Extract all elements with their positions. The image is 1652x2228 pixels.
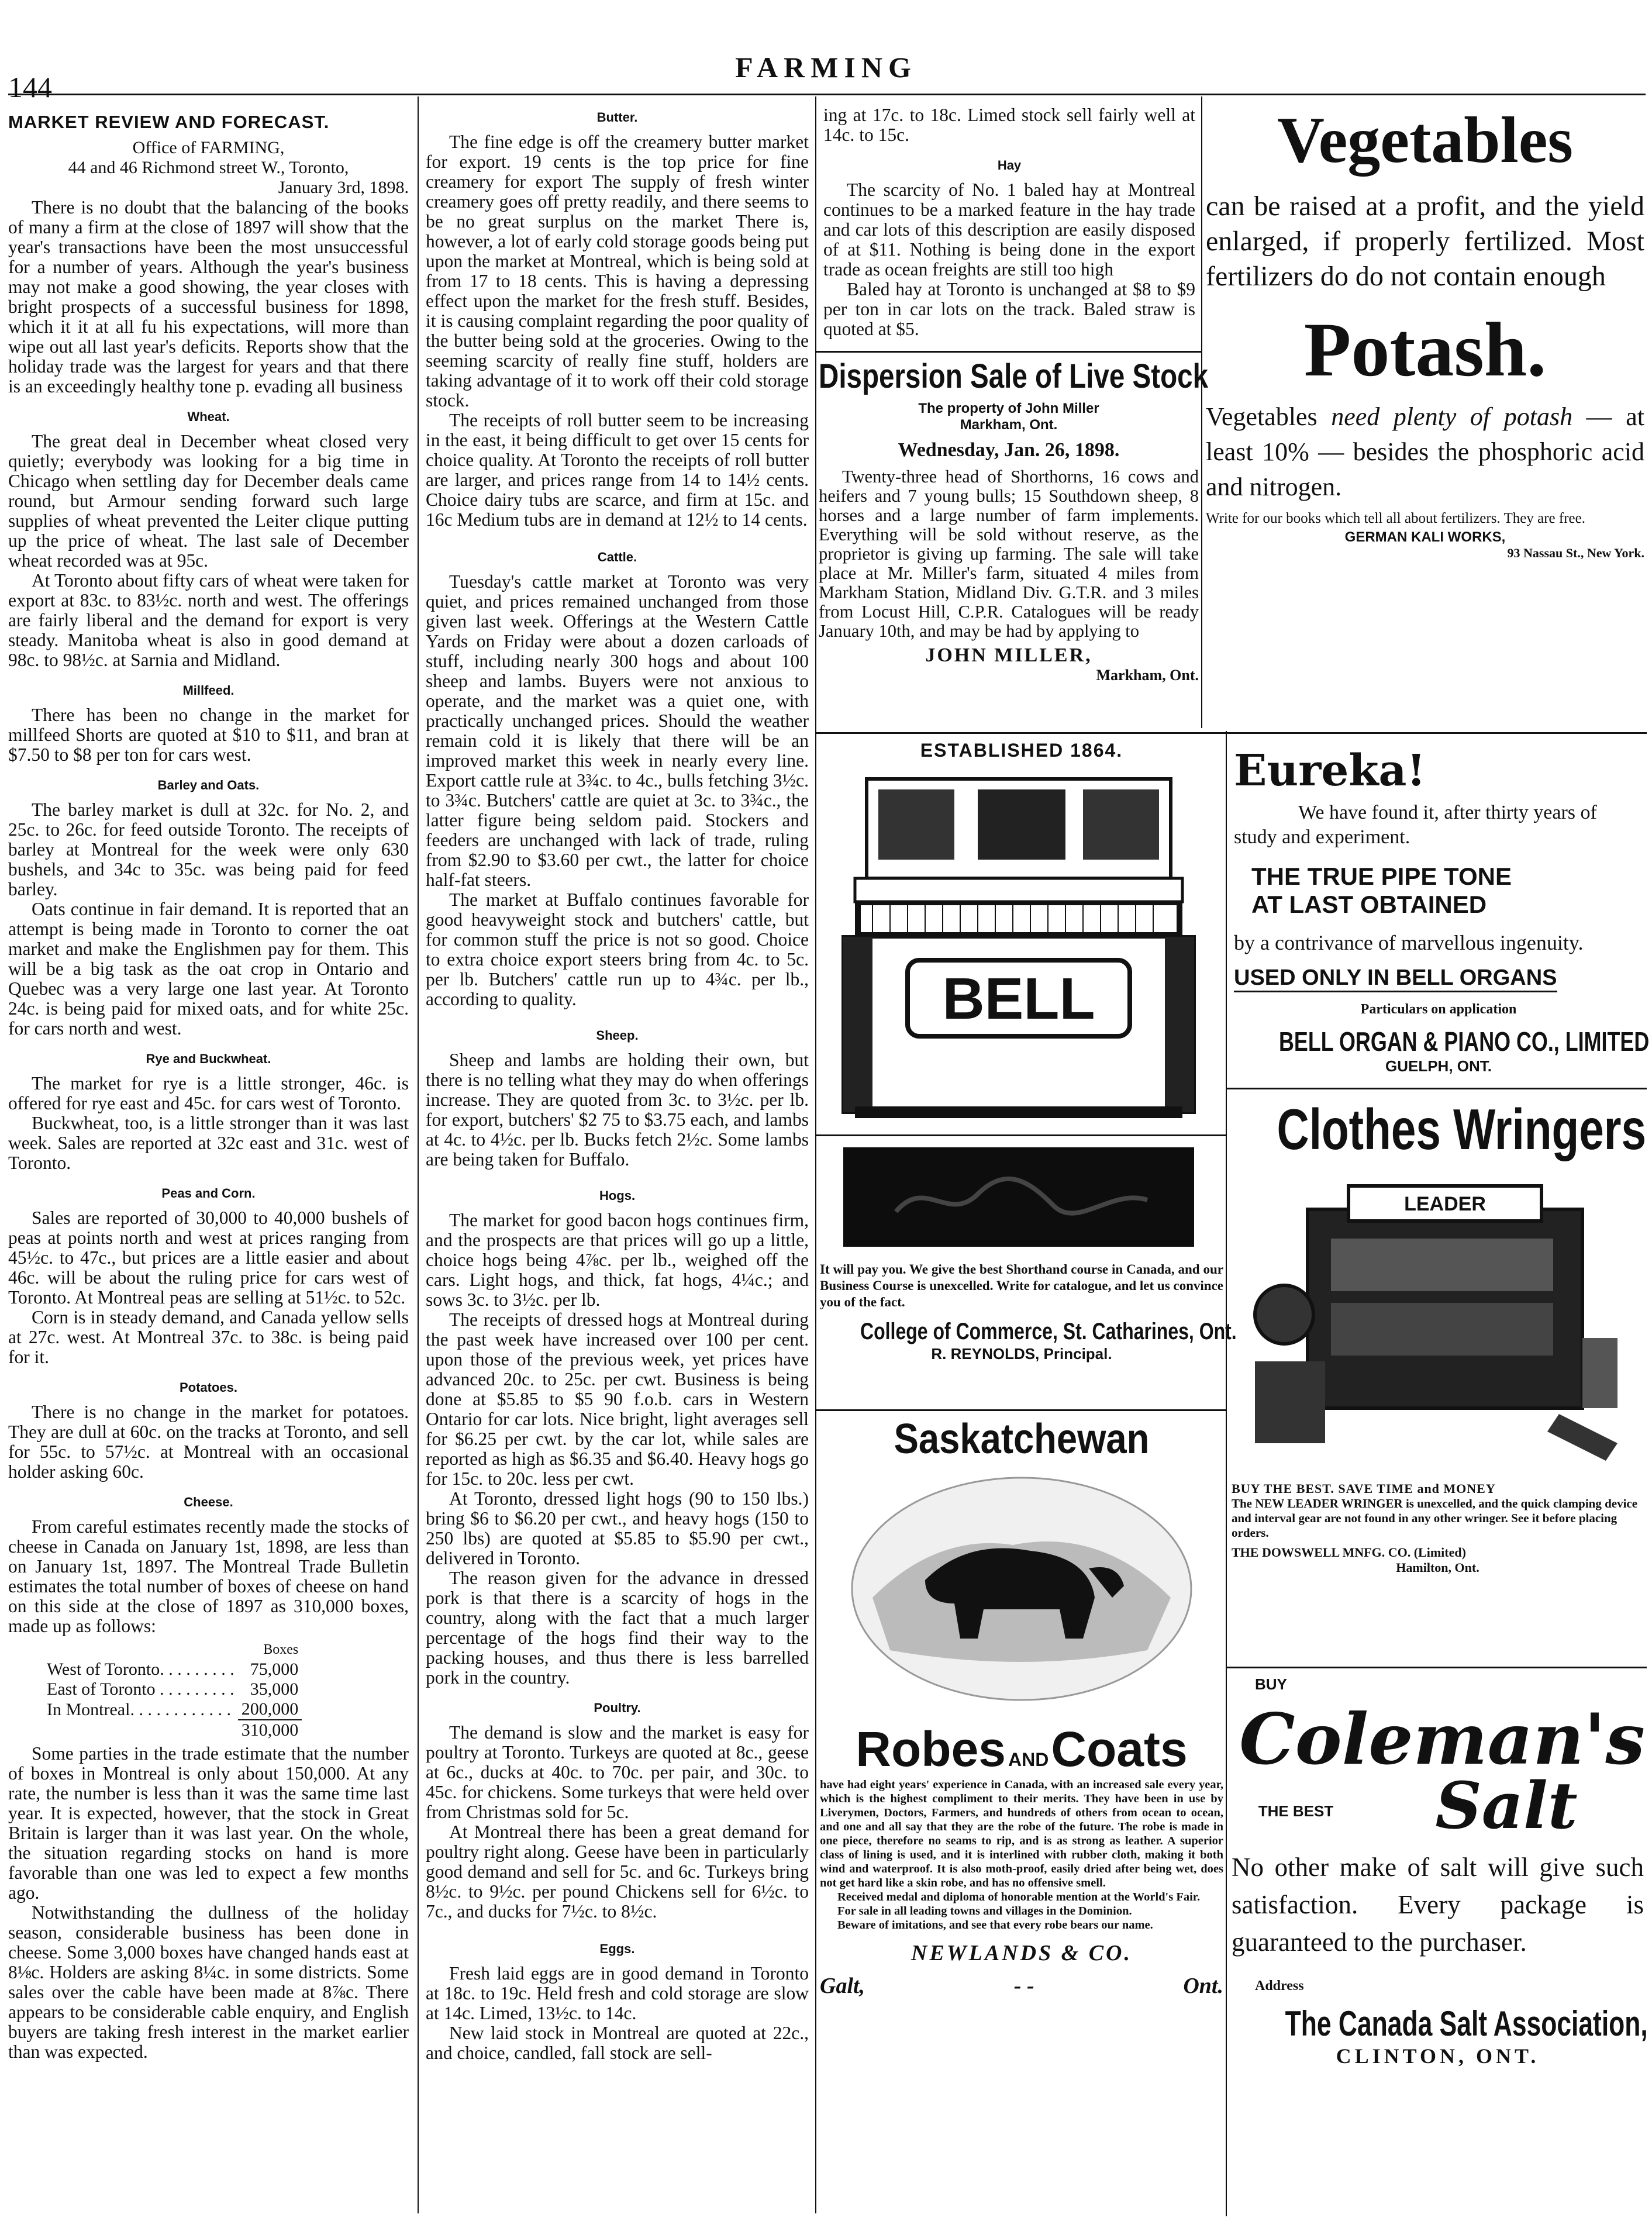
eureka-title: Eureka! xyxy=(1234,746,1426,796)
dispersion-sale-ad xyxy=(819,357,1209,684)
potash-small: Write for our books which tell all about fertilizers. They are free. xyxy=(1206,511,1585,526)
eureka-line-3: AT LAST OBTAINED xyxy=(1251,891,1487,918)
salt-place: CLINTON, ONT. xyxy=(1336,2044,1540,2068)
dispersion-place: Markham, Ont. xyxy=(960,417,1058,433)
hogs-paragraph: The reason given for the advance in dressed pork is that there is a scarcity of hogs in the country, along with the fact that a much larger percentage of the hogs find their way to the packing houses, and thus there is less barrelled pork in the country. xyxy=(426,1568,809,1688)
butter-paragraph: The fine edge is off the creamery butter market for export. 19 cents is the top price for fine creamery for export The supply of fresh winter creamery goes off pretty readily, and there seems to be no great surplus on the market There is, however, a lot of early cold storage goods being put upon the market at Montreal, which is being sold at from 17 to 18 cents. This is having a depressing effect upon the market for the fresh stuff. Besides, it is causing complaint regarding the poor quality of the butter being sold at the groceries. Owing to the seeming scarcity of really fine stuff, holders are taking advantage of it to work off their cold storage stock. xyxy=(426,132,809,411)
header-rule-right xyxy=(1201,94,1646,95)
table-cell-value: 200,000 xyxy=(241,1699,299,1719)
potash-address: 93 Nassau St., New York. xyxy=(1507,546,1644,560)
dispersion-title: Dispersion Sale of Live Stock xyxy=(819,357,1209,395)
section-heading-wheat: Wheat. xyxy=(187,409,230,424)
wringers-ad xyxy=(1232,1096,1647,1575)
eureka-line-4: by a contrivance of marvellous ingenuity. xyxy=(1234,931,1584,954)
poultry-paragraph: The demand is slow and the market is easy for poultry at Toronto. Turkeys are quoted at 8c., geese at 6c., ducks at 40c. to 70c. per pair, and 30c. to 45c. for chickens. Some turkeys that were held over from Christmas sold for 5c. xyxy=(426,1722,809,1822)
eureka-ad xyxy=(1234,746,1650,1075)
table-total: 310,000 xyxy=(238,1720,302,1740)
dispersion-body: Twenty-three head of Shorthorns, 16 cows and heifers and 7 young bulls; 15 Southdown sheep, 8 horses and a large number of farm implements. Everything will be sold without reserve, as the proprietor is giving up farming. The sale will take place at Mr. Miller's farm, situated 4 miles from Markham Station, Midland Div. G.T.R. and 3 miles from Locust Hill, C.P.R. Catalogues will be ready January 10th, and may be had by applying to xyxy=(819,467,1199,641)
column-rule-3 xyxy=(1201,96,1202,728)
wringers-company: THE DOWSWELL MNFG. CO. (Limited) xyxy=(1232,1545,1466,1560)
cheese-paragraph: Notwithstanding the dullness of the holiday season, considerable business has been done in cheese. Some 3,000 boxes have changed hands east at 8⅛c. Holders are asking 8¼c. in some districts. Some sales over the cable have been made at 8⅞c. There appears to be considerable cable enquiry, and English buyers are taking fresh interest in the market earlier than was expected. xyxy=(8,1902,409,2062)
college-script-logo xyxy=(820,1141,1218,1253)
hogs-paragraph: The receipts of dressed hogs at Montreal during the past week have increased over 100 per cent. upon those of the previous week, yet prices have advanced 20c. to 25c. per cwt. Business is being done at $5.85 to $5 90 f.o.b. cars in Western Ontario for car lots. Nice bright, light averages sell for $6.25 per cwt. by the car lot, while sales are reported as high as $6.35 and $6.40. Heavy hogs go for 15c. to 20c. less per cwt. xyxy=(426,1309,809,1489)
section-heading-barley: Barley and Oats. xyxy=(157,778,260,792)
ad-divider xyxy=(816,1134,1226,1136)
potash-ad xyxy=(1206,102,1644,561)
salt-best: THE BEST xyxy=(1258,1802,1334,1820)
potash-body-2 xyxy=(1206,399,1644,505)
butter-paragraph: The receipts of roll butter seem to be increasing in the east, it being difficult to get over 15 cents for choice quality. At Toronto the receipts of roll butter are larger, and prices range from 14 to 14½ cents. Choice dairy tubs are scarce, and firm at 15c. and 16c Medium tubs are in demand at 12½ to 14 cents. xyxy=(426,410,809,530)
section-heading-butter: Butter. xyxy=(596,110,638,125)
wringers-body-head: BUY THE BEST. SAVE TIME and MONEY xyxy=(1232,1481,1496,1496)
page-number: 144 xyxy=(8,71,52,104)
wringer-illustration xyxy=(1232,1163,1644,1478)
column-rule-2 xyxy=(815,96,816,2213)
section-heading-peas: Peas and Corn. xyxy=(161,1186,256,1201)
robes-company: NEWLANDS & CO. xyxy=(911,1941,1132,1965)
potash-body-2c: — at least 10% — besides the phosphoric acid and nitrogen. xyxy=(1206,402,1645,501)
ad-divider xyxy=(816,351,1201,353)
column-rule-4 xyxy=(1226,731,1227,2216)
section-heading-sheep: Sheep. xyxy=(596,1028,639,1043)
bell-piano-ad xyxy=(820,740,1223,1132)
wringer-brand: LEADER xyxy=(1404,1193,1486,1215)
section-heading-millfeed: Millfeed. xyxy=(182,683,234,698)
running-title: FARMING xyxy=(735,51,917,84)
dispersion-date: Wednesday, Jan. 26, 1898. xyxy=(898,439,1120,461)
salt-address-label: Address xyxy=(1255,1978,1304,1994)
eureka-company: BELL ORGAN & PIANO CO., LIMITED xyxy=(1279,1026,1650,1057)
robes-title-top: Saskatchewan xyxy=(894,1416,1150,1463)
salt-company: The Canada Salt Association, xyxy=(1285,2004,1648,2043)
dispersion-name: JOHN MILLER, xyxy=(925,644,1092,666)
column-1 xyxy=(8,105,409,2062)
potatoes-paragraph: There is no change in the market for potatoes. They are dull at 60c. on the tracks at Toronto, and sell for 55c. to 57½c. at Montreal with an occasional holder asking 60c. xyxy=(8,1402,409,1482)
table-cell-label: In Montreal. . . . . . . . . . . . xyxy=(47,1699,231,1719)
oats-paragraph: Oats continue in fair demand. It is reported that an attempt is being made in Toronto to corner the oat market and make the Englishmen pay for them. This will be a big task as the oat crop in Ontario and Quebec was a very large one last year. At Toronto 24c. is being paid for mixed oats, and for white 25c. for cars north and west. xyxy=(8,899,409,1039)
table-row xyxy=(43,1660,302,1679)
office-line-2: 44 and 46 Richmond street W., Toronto, xyxy=(68,158,349,177)
robes-sale: For sale in all leading towns and villages in the Dominion. xyxy=(837,1905,1132,1917)
peas-paragraph: Sales are reported of 30,000 to 40,000 bushels of peas at points north and west at prices ranging from 45½c. to 47c., but prices are a little easier and about 46c. will be about the ruling price for cars west of Toronto. At Montreal peas are selling at 51½c. to 52c. xyxy=(8,1208,409,1308)
section-heading-cattle: Cattle. xyxy=(597,550,637,564)
salt-ad xyxy=(1232,1675,1648,2068)
robes-and: AND xyxy=(1008,1749,1049,1770)
robes-title xyxy=(820,1721,1223,1778)
salt-brand: Coleman's xyxy=(1239,1698,1644,1781)
cheese-paragraph: Some parties in the trade estimate that the number of boxes in Montreal is only about 150,000. At any rate, the number is less than it was the same time last year. It is expected, however, that the stock in Great Britain is larger than it was last year. On the whole, the situation regarding stocks on hand is more favorable than one was led to expect a few months ago. xyxy=(8,1743,409,1903)
sheep-paragraph: Sheep and lambs are holding their own, but there is no telling what they may do when offerings increase. They are quoted from 3c. to 3½c. per lb. for export, butchers' $2 75 to $3.75 each, and lambs at 4c. to 4½c. per lb. Bucks fetch 2½c. Some lambs are being taken for Buffalo. xyxy=(426,1050,809,1170)
table-cell-label: West of Toronto. . . . . . . . . xyxy=(47,1660,234,1679)
buckwheat-paragraph: Buckwheat, too, is a little stronger than it was last week. Sales are reported at 32c east and 31c. west of Toronto. xyxy=(8,1113,409,1173)
cheese-stock-table xyxy=(43,1640,302,1740)
cattle-paragraph: The market at Buffalo continues favorable for good heavyweight stock and butchers' cattle, but for common stuff the price is not so good. Choice to extra choice export steers bring from 4c. to 5c. per lb. Butchers' cattle run up to 4¾c. per lb., according to quality. xyxy=(426,889,809,1009)
barley-paragraph: The barley market is dull at 32c. for No. 2, and 25c. to 26c. for feed outside Toronto. The receipts of barley at Montreal for the week were only 630 bushels, and 34c to 35c. was being paid for feed barley. xyxy=(8,799,409,899)
hogs-paragraph: The market for good bacon hogs continues firm, and the prospects are that prices will go up a little, choice hogs being 4⅞c. per lb., weighed off the cars. Light hogs, and thick, fat hogs, 4¼c.; and sows 3c. to 3½c. per lb. xyxy=(426,1210,809,1310)
salt-brand-2: Salt xyxy=(1435,1768,1578,1840)
ad-divider xyxy=(1226,1667,1647,1668)
piano-illustration xyxy=(820,761,1223,1124)
college-name: College of Commerce, St. Catharines, Ont. xyxy=(860,1319,1237,1344)
section-heading-poultry: Poultry. xyxy=(594,1701,641,1715)
salt-buy: BUY xyxy=(1255,1675,1287,1693)
potash-company: GERMAN KALI WORKS, xyxy=(1344,529,1506,545)
dispersion-subtitle: The property of John Miller xyxy=(918,401,1099,416)
cheese-paragraph: From careful estimates recently made the stocks of cheese in Canada on January 1st, 1898, are less than on January 1st, 1897. The Montreal Trade Bulletin estimates the total number of boxes of cheese on hand on this side at the close of 1897 as 310,000 boxes, made up as follows: xyxy=(8,1516,409,1636)
section-heading-cheese: Cheese. xyxy=(184,1495,233,1509)
wringers-body: The NEW LEADER WRINGER is unexcelled, and the quick clamping device and interval gear are not found in any other wringer. See it before placing orders. xyxy=(1232,1496,1638,1540)
hay-paragraph: The scarcity of No. 1 baled hay at Montreal continues to be a marked feature in the hay trade and car lots of this description are easily disposed of at $11. Nothing is being done in the export trade as ocean freights are still too high xyxy=(823,180,1195,280)
potash-big: Potash. xyxy=(1303,306,1547,392)
poultry-paragraph: At Montreal there has been a great demand for poultry right along. Geese have been in particularly good demand and sell for 5c. and 6c. Turkeys bring 8½c. to 9½c. per pound Chickens sell for 6½c. to 7c., and ducks for 7½c. to 8½c. xyxy=(426,1822,809,1922)
robes-word: Robes xyxy=(856,1722,1006,1777)
potash-body-2a: Vegetables xyxy=(1206,402,1318,431)
ad-divider xyxy=(1226,1088,1647,1089)
wringers-title: Clothes Wringers xyxy=(1277,1097,1647,1161)
cheese-table-header: Boxes xyxy=(263,1642,299,1657)
eureka-line-5: USED ONLY IN BELL ORGANS xyxy=(1234,965,1557,992)
millfeed-paragraph: There has been no change in the market for millfeed Shorts are quoted at $10 to $11, and bran at $7.50 to $8 per ton for cars west. xyxy=(8,705,409,765)
wheat-paragraph: At Toronto about fifty cars of wheat were taken for export at 83c. to 83½c. north and west. The offerings are fairly liberal and the demand for export is very steady. Manitoba wheat is also in good demand at 98c. to 98½c. at Sarnia and Midland. xyxy=(8,570,409,670)
potash-body-2b: need plenty of potash xyxy=(1331,402,1573,431)
column-2 xyxy=(426,105,809,2063)
cattle-paragraph: Tuesday's cattle market at Toronto was very quiet, and prices remained unchanged from those given last week. Offerings at the Western Cattle Yards on Friday were about a dozen carloads of stuff, including nearly 300 hogs and about 100 sheep and lambs. Buyers were not anxious to operate, and the market was a quiet one, with practically unchanged prices. Should the weather remain cold it is likely that there will be an improved market this week in nearly every line. Export cattle rule at 3¾c. to 4c., bulls fetching 3½c. to 3¾c. Butchers' cattle are quiet at 3c. to 3¾c., the latter figure being seldom paid. Stockers and feeders are unchanged with lack of trade, ruling from $2.90 to $3.60 per cwt., the latter for choice half-fat steers. xyxy=(426,571,809,890)
robes-body: have had eight years' experience in Canada, with an increased sale every year, which is the highest compliment to their merits. They have been in use by Liverymen, Doctors, Farmers, and hundreds of others from ocean to ocean, and one and all say that they are the robe of the future. The robe is made in one piece, therefore no seams to rip, and is as strong as leather. A superior class of lining is used, and it is interlined with rubber cloth, making it both wind and waterproof. It is also moth-proof, easily dried after being wet, does not get hard like a skin robe, and has no offensive smell. xyxy=(820,1778,1223,1889)
section-heading-eggs: Eggs. xyxy=(599,1941,635,1956)
section-heading-hay: Hay xyxy=(997,158,1022,173)
colemans-salt-logo xyxy=(1232,1694,1644,1840)
robes-beware: Beware of imitations, and see that every robe bears our name. xyxy=(837,1919,1153,1932)
college-ad xyxy=(820,1141,1237,1363)
established-label: ESTABLISHED 1864. xyxy=(920,740,1123,761)
intro-paragraph: There is no doubt that the balancing of the books of many a firm at the close of 1897 will show that the year's transactions have been the most unsuccessful for a number of years. Although the year's business may not make a good showing, the year closes with bright prospects of a successful business for 1898, which it it at all fu his expectations, will more than wipe out all last year's deficits. Reports show that the holiday trade was the largest for years and that there is an exceedingly healthy tone p. evading all business xyxy=(8,197,409,396)
eggs-paragraph: Fresh laid eggs are in good demand in Toronto at 18c. to 19c. Held fresh and cold storage are slow at 14c. Limed, 13½c. to 14c. xyxy=(426,1963,809,2023)
potash-body-1: can be raised at a profit, and the yield enlarged, if properly fertilized. Most fertilizers do do not contain enough xyxy=(1206,191,1644,292)
salt-body: No other make of salt will give such satisfaction. Every package is guaranteed to the purchaser. xyxy=(1232,1853,1644,1957)
robes-dash: - - xyxy=(1013,1974,1034,1998)
hogs-paragraph: At Toronto, dressed light hogs (90 to 150 lbs.) bring $6 to $6.20 per cwt., and heavy hogs (150 to 250 lbs) are quoted at $5.85 to $5.90 per cwt., delivered in Toronto. xyxy=(426,1488,809,1568)
continued-paragraph: ing at 17c. to 18c. Limed stock sell fairly well at 14c. to 15c. xyxy=(823,105,1195,145)
eureka-line-1: We have found it, after thirty years of study and experiment. xyxy=(1234,802,1597,848)
eureka-line-2: THE TRUE PIPE TONE xyxy=(1251,863,1512,890)
corn-paragraph: Corn is in steady demand, and Canada yellow sells at 27c. west. At Montreal 37c. to 38c. is being paid for it. xyxy=(8,1307,409,1367)
table-cell-label: East of Toronto . . . . . . . . . xyxy=(47,1679,234,1699)
rye-paragraph: The market for rye is a little stronger, 46c. is offered for rye east and 45c. for cars west of Toronto. xyxy=(8,1073,409,1113)
column-3 xyxy=(823,105,1195,339)
wringers-place: Hamilton, Ont. xyxy=(1396,1560,1479,1575)
robes-medal: Received medal and diploma of honorable mention at the World's Fair. xyxy=(837,1891,1201,1903)
eureka-place: GUELPH, ONT. xyxy=(1385,1057,1492,1075)
market-review-title: MARKET REVIEW AND FORECAST. xyxy=(8,112,330,132)
office-line-1: Office of FARMING, xyxy=(132,138,285,157)
table-total-row xyxy=(43,1720,302,1740)
robes-place-a: Galt, xyxy=(820,1974,865,1998)
robes-ad xyxy=(820,1415,1223,1999)
section-heading-potatoes: Potatoes. xyxy=(179,1380,238,1395)
header-rule xyxy=(8,94,1201,95)
table-row xyxy=(43,1679,302,1699)
column-rule-1 xyxy=(418,96,419,2213)
hay-paragraph: Baled hay at Toronto is unchanged at $8 to $9 per ton in car lots on the track. Baled straw is quoted at $5. xyxy=(823,279,1195,339)
office-date: January 3rd, 1898. xyxy=(278,178,409,197)
section-heading-hogs: Hogs. xyxy=(599,1188,636,1203)
college-body: It will pay you. We give the best Shorthand course in Canada, and our Business Course is unexcelled. Write for catalogue, and let us convince you of the fact. xyxy=(820,1262,1223,1309)
piano-brand: BELL xyxy=(942,966,1095,1032)
robes-place-b: Ont. xyxy=(1183,1974,1223,1998)
table-cell-value: 75,000 xyxy=(250,1660,299,1679)
robes-place xyxy=(820,1973,1223,1999)
buffalo-illustration xyxy=(820,1463,1223,1715)
table-row xyxy=(43,1699,302,1720)
ad-divider xyxy=(816,1409,1226,1411)
section-heading-rye: Rye and Buckwheat. xyxy=(146,1051,271,1066)
college-principal: R. REYNOLDS, Principal. xyxy=(931,1345,1112,1363)
ad-divider xyxy=(816,732,1647,734)
dispersion-place-sign: Markham, Ont. xyxy=(1096,667,1199,684)
eggs-paragraph: New laid stock in Montreal are quoted at 22c., and choice, candled, fall stock are sell- xyxy=(426,2023,809,2063)
wheat-paragraph: The great deal in December wheat closed very quietly; everybody was looking for a big time in Chicago when settling day for December deals came round, but Armour sending forward such large supplies of wheat prevented the Leiter clique putting up the price of wheat. The last sale of December wheat recorded was at 95c. xyxy=(8,431,409,571)
coats-word: Coats xyxy=(1051,1722,1188,1777)
eureka-line-6: Particulars on application xyxy=(1360,1002,1517,1017)
potash-headline: Vegetables xyxy=(1277,104,1574,177)
table-cell-value: 35,000 xyxy=(250,1679,299,1699)
